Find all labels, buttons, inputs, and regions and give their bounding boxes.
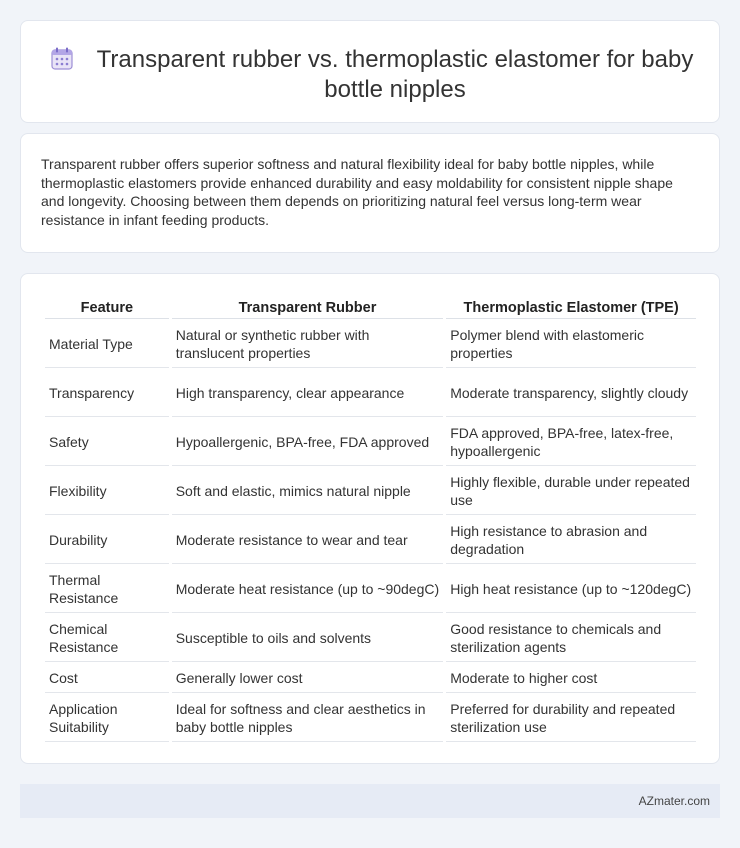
table-row	[45, 419, 696, 466]
rubber-cell: Natural or synthetic rubber with translucent properties	[172, 321, 444, 368]
rubber-cell: Soft and elastic, mimics natural nipple	[172, 468, 444, 515]
table-row	[45, 468, 696, 515]
rubber-cell: High transparency, clear appearance	[172, 370, 444, 417]
table-row	[45, 664, 696, 693]
tpe-cell: Good resistance to chemicals and sterilization agents	[446, 615, 696, 662]
tpe-cell: Polymer blend with elastomeric properties	[446, 321, 696, 368]
tpe-cell: High resistance to abrasion and degradation	[446, 517, 696, 564]
feature-cell: Cost	[45, 664, 169, 693]
table-header-row	[45, 298, 696, 319]
feature-cell: Flexibility	[45, 468, 169, 515]
comparison-card	[20, 273, 720, 764]
feature-cell: Thermal Resistance	[45, 566, 169, 613]
rubber-cell: Susceptible to oils and solvents	[172, 615, 444, 662]
table-row	[45, 321, 696, 368]
table-row	[45, 695, 696, 742]
tpe-cell: Highly flexible, durable under repeated use	[446, 468, 696, 515]
summary-card	[20, 133, 720, 253]
tpe-cell: Moderate to higher cost	[446, 664, 696, 693]
tpe-cell: High heat resistance (up to ~120degC)	[446, 566, 696, 613]
tpe-cell: Preferred for durability and repeated sterilization use	[446, 695, 696, 742]
summary-text: Transparent rubber offers superior softness and natural flexibility ideal for baby bottle nipples, while thermoplastic elastomers provide enhanced durability and easy moldability for consistent nipple shape and longevity. Choosing between them depends on prioritizing natural feel versus long-term wear resistance in infant feeding products.	[41, 156, 673, 228]
title-card	[20, 20, 720, 123]
table-row	[45, 566, 696, 613]
page-title: Transparent rubber vs. thermoplastic elastomer for baby bottle nipples	[96, 46, 694, 103]
comparison-table	[42, 296, 699, 744]
feature-cell: Transparency	[45, 370, 169, 417]
feature-cell: Safety	[45, 419, 169, 466]
footer-brand: AZmater.com	[638, 794, 710, 808]
tpe-cell: FDA approved, BPA-free, latex-free, hypoallergenic	[446, 419, 696, 466]
rubber-cell: Hypoallergenic, BPA-free, FDA approved	[172, 419, 444, 466]
table-row	[45, 517, 696, 564]
feature-cell: Application Suitability	[45, 695, 169, 742]
rubber-cell: Moderate resistance to wear and tear	[172, 517, 444, 564]
header-tpe: Thermoplastic Elastomer (TPE)	[446, 298, 696, 319]
tpe-cell: Moderate transparency, slightly cloudy	[446, 370, 696, 417]
header-transparent-rubber: Transparent Rubber	[172, 298, 444, 319]
table-row	[45, 370, 696, 417]
footer-bar	[20, 784, 720, 818]
table-row	[45, 615, 696, 662]
rubber-cell: Generally lower cost	[172, 664, 444, 693]
feature-cell: Durability	[45, 517, 169, 564]
feature-cell: Material Type	[45, 321, 169, 368]
feature-cell: Chemical Resistance	[45, 615, 169, 662]
rubber-cell: Moderate heat resistance (up to ~90degC)	[172, 566, 444, 613]
header-feature: Feature	[45, 298, 169, 319]
rubber-cell: Ideal for softness and clear aesthetics in baby bottle nipples	[172, 695, 444, 742]
